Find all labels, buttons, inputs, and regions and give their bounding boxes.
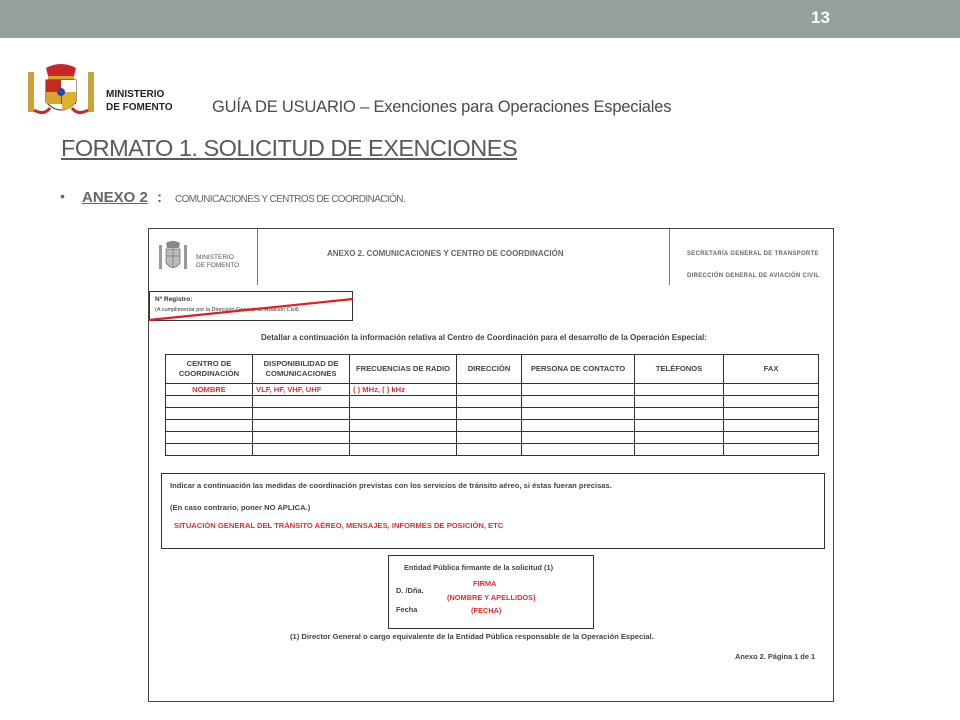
registry-note: (A cumplimentar por la Dirección General de Aviación Civil): [155, 307, 299, 313]
signature-title: Entidad Pública firmante de la solicitud (1): [404, 563, 554, 572]
table-row: [166, 420, 819, 432]
form-ministry-name: [196, 254, 239, 270]
table-row: [166, 432, 819, 444]
table-cell: VLF, HF, VHF, UHF: [253, 384, 350, 396]
coordination-box: [161, 473, 825, 549]
form-secretariat: SECRETARÍA GENERAL DE TRANSPORTE: [687, 251, 819, 257]
table-header-row: [166, 355, 819, 384]
signature-name-label: D. /Dña.: [396, 586, 424, 595]
signature-firma: FIRMA: [473, 579, 497, 588]
column-header: DIRECCIÓN: [457, 355, 522, 384]
column-header: CENTRO DE COORDINACIÓN: [166, 355, 253, 384]
page-number: 13: [811, 8, 830, 27]
coordination-example: SITUACIÓN GENERAL DEL TRÁNSITO AÉREO, MENSAJES, INFORMES DE POSICIÓN, ETC: [174, 521, 504, 530]
form-title: ANEXO 2. COMUNICACIONES Y CENTRO DE COORDINACIÓN: [327, 249, 564, 258]
annex-colon: :: [157, 189, 162, 206]
signature-full-name: (NOMBRE Y APELLIDOS): [447, 593, 536, 602]
signature-box: [388, 555, 594, 629]
ministry-name: [106, 88, 172, 114]
signature-date-label: Fecha: [396, 605, 418, 614]
coordination-instruction: Indicar a continuación las medidas de coordinación previstas con los servicios de tránsito aéreo, si éstas fueran precisas.: [170, 481, 612, 490]
ministry-line-1: MINISTERIO: [106, 89, 165, 100]
annex-form-image: [148, 228, 834, 702]
form-logo-cell: [149, 229, 258, 285]
signature-date: (FECHA): [471, 606, 502, 615]
ministry-line-2: DE FOMENTO: [106, 102, 173, 113]
table-cell: [522, 384, 635, 396]
table-cell: [724, 384, 819, 396]
table-cell: ( ) MHz, ( ) kHz: [350, 384, 457, 396]
coat-of-arms-icon: [157, 239, 189, 273]
column-header: TELÉFONOS: [635, 355, 724, 384]
guide-title: GUÍA DE USUARIO – Exenciones para Operaciones Especiales: [212, 98, 672, 116]
communications-table: [165, 354, 819, 456]
column-header: FRECUENCIAS DE RADIO: [350, 355, 457, 384]
column-header: PERSONA DE CONTACTO: [522, 355, 635, 384]
table-cell: [457, 384, 522, 396]
form-page-reference: Anexo 2. Página 1 de 1: [735, 652, 816, 661]
registry-label: Nº Registro:: [155, 296, 193, 303]
annex-description: COMUNICACIONES Y CENTROS DE COORDINACIÓN.: [175, 194, 406, 205]
format-title: FORMATO 1. SOLICITUD DE EXENCIONES: [61, 135, 518, 161]
table-row: [166, 384, 819, 396]
form-ministry-line-2: DE FOMENTO: [196, 262, 240, 269]
form-directorate: DIRECCIÓN GENERAL DE AVIACIÓN CIVIL: [687, 273, 820, 279]
table-row: [166, 396, 819, 408]
form-header: [149, 229, 833, 285]
form-title-cell: [257, 229, 670, 285]
bullet-icon: •: [60, 188, 65, 204]
table-cell: [635, 384, 724, 396]
column-header: DISPONIBILIDAD DE COMUNICACIONES: [253, 355, 350, 384]
coat-of-arms-logo: [24, 62, 98, 120]
table-instruction: Detallar a continuación la información relativa al Centro de Coordinación para el desarrollo de la Operación Especial:: [261, 333, 707, 342]
registry-strike-line: [149, 291, 353, 323]
table-row: [166, 444, 819, 456]
table-cell: NOMBRE: [166, 384, 253, 396]
form-footnote: (1) Director General o cargo equivalente de la Entidad Pública responsable de la Operación Especial.: [290, 632, 654, 641]
form-ministry-line-1: MINISTERIO: [196, 254, 234, 261]
annex-label: ANEXO 2: [82, 189, 148, 206]
coordination-note: (En caso contrario, poner NO APLICA.): [170, 503, 311, 512]
table-row: [166, 408, 819, 420]
column-header: FAX: [724, 355, 819, 384]
